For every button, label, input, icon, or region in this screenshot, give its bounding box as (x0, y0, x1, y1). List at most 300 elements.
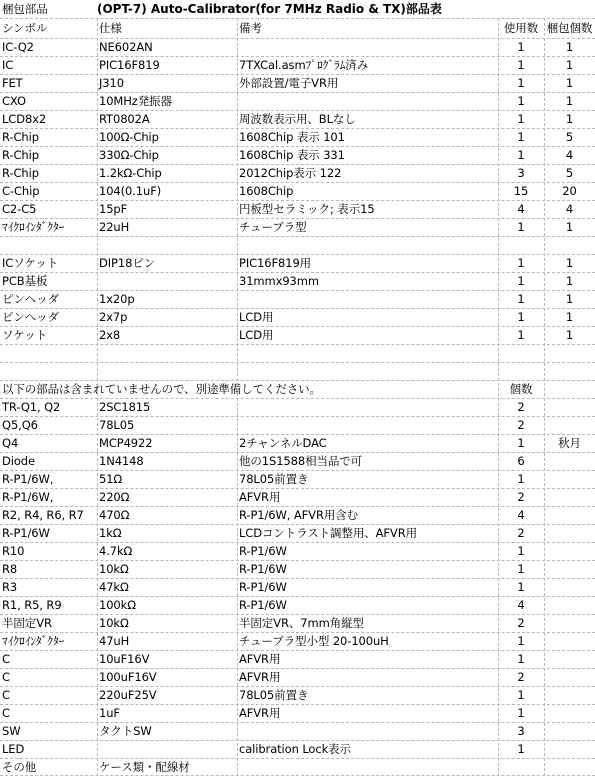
grid-hline (0, 326, 595, 327)
grid-hline (0, 758, 595, 759)
cell-qty: 4 (517, 507, 525, 522)
table-row (0, 722, 595, 740)
grid-hline (0, 578, 595, 579)
grid-hline (0, 128, 595, 129)
grid-hline (0, 290, 595, 291)
grid-hline (0, 380, 595, 381)
cell-spec: PIC16F819 (99, 57, 160, 72)
header-qty: 使用数 (503, 21, 539, 35)
cell-spec: DIP18ピン (99, 255, 156, 270)
cell-pkg: 1 (565, 93, 574, 108)
table-row (0, 326, 595, 344)
title-left: 梱包部品 (2, 2, 48, 16)
grid-hline (0, 668, 595, 669)
cell-note (237, 758, 498, 776)
cell-spec: 1uF (99, 705, 120, 720)
cell-qty: 1 (517, 435, 525, 450)
cell-pkg: 4 (565, 147, 574, 162)
cell-symbol: IC (2, 57, 14, 72)
cell-note: R-P1/6W (239, 561, 287, 576)
grid-hline (0, 542, 595, 543)
cell-symbol: R-Chip (2, 129, 39, 144)
table-row (0, 650, 595, 668)
header-note: 備考 (239, 21, 262, 35)
table-row (0, 182, 595, 200)
cell-symbol: PCB基板 (2, 273, 48, 288)
grid-hline (0, 308, 595, 309)
cell-note: R-P1/6W (239, 579, 287, 594)
cell-qty: 1 (517, 705, 525, 720)
cell-pkg (544, 542, 595, 560)
table-row (0, 344, 595, 362)
cell-symbol: その他 (2, 759, 37, 774)
cell-spec (97, 272, 237, 290)
table-row (0, 308, 595, 326)
grid-hline (0, 146, 595, 147)
cell-note (237, 344, 498, 362)
grid-hline (0, 92, 595, 93)
cell-pkg: 20 (562, 183, 577, 198)
cell-symbol: R8 (2, 561, 18, 576)
table-row (0, 254, 595, 272)
cell-pkg: 1 (565, 255, 574, 270)
cell-pkg: 1 (565, 57, 574, 72)
cell-qty: 4 (517, 201, 525, 216)
cell-qty: 6 (517, 453, 525, 468)
cell-note: AFVR用 (239, 669, 281, 684)
cell-qty: 個数 (509, 381, 533, 396)
grid-hline (0, 362, 595, 363)
table-row (0, 524, 595, 542)
cell-qty: 1 (517, 111, 525, 126)
cell-note: R-P1/6W (239, 543, 287, 558)
cell-pkg: 1 (565, 291, 574, 306)
table-row (0, 578, 595, 596)
grid-hline (0, 110, 595, 111)
cell-note (237, 290, 498, 308)
cell-spec (97, 344, 237, 362)
cell-spec: 1x20p (99, 291, 135, 306)
cell-spec: 15pF (99, 201, 128, 216)
cell-qty (498, 236, 544, 254)
grid-hline (0, 56, 595, 57)
cell-qty: 1 (517, 579, 525, 594)
cell-spec: 47kΩ (99, 579, 129, 594)
cell-pkg: 4 (565, 201, 574, 216)
cell-qty: 1 (517, 687, 525, 702)
cell-note: LCDコントラスト調整用、AFVR用 (239, 525, 417, 540)
grid-hline (0, 416, 595, 417)
cell-spec: 220Ω (99, 489, 130, 504)
cell-qty: 1 (517, 93, 525, 108)
cell-qty: 1 (517, 327, 525, 342)
cell-pkg (544, 614, 595, 632)
grid-hline (0, 164, 595, 165)
cell-symbol: C (2, 669, 10, 684)
cell-symbol: R3 (2, 579, 18, 594)
cell-symbol: IC-Q2 (2, 39, 34, 54)
title-row (0, 0, 595, 18)
cell-qty (498, 362, 544, 380)
grid-hline (0, 200, 595, 201)
table-row (0, 362, 595, 380)
table-row (0, 758, 595, 776)
table-row (0, 272, 595, 290)
table-row (0, 452, 595, 470)
cell-pkg: 1 (565, 273, 574, 288)
grid-hline (0, 74, 595, 75)
cell-pkg: 1 (565, 309, 574, 324)
cell-note (237, 236, 498, 254)
cell-qty: 2 (517, 417, 525, 432)
cell-qty: 1 (517, 471, 525, 486)
cell-pkg (544, 668, 595, 686)
grid-hline (0, 452, 595, 453)
cell-spec: 10kΩ (99, 615, 129, 630)
cell-spec (97, 740, 237, 758)
cell-qty: 1 (517, 255, 525, 270)
cell-spec: 220uF25V (99, 687, 157, 702)
cell-pkg (544, 704, 595, 722)
cell-note (237, 416, 498, 434)
cell-note: 7TXCal.asmﾌﾟﾛｸﾞﾗﾑ済み (239, 57, 369, 72)
cell-qty: 2 (517, 615, 525, 630)
cell-symbol: R10 (2, 543, 25, 558)
cell-qty: 1 (517, 57, 525, 72)
grid-hline (0, 272, 595, 273)
cell-symbol: C-Chip (2, 183, 40, 198)
cell-note: 半固定VR、7mm角縦型 (239, 615, 364, 630)
cell-spec: 51Ω (99, 471, 123, 486)
cell-note: 31mmx93mm (239, 273, 319, 288)
table-row (0, 470, 595, 488)
cell-note: 他の1S1588相当品で可 (239, 453, 363, 468)
cell-spec: 10MHz発振器 (99, 93, 172, 108)
cell-note: 2012Chip表示 122 (239, 165, 342, 180)
cell-symbol: Q4 (2, 435, 19, 450)
cell-spec: 10kΩ (99, 561, 129, 576)
cell-note: AFVR用 (239, 705, 281, 720)
cell-note (237, 398, 498, 416)
cell-spec: J310 (99, 75, 124, 90)
cell-qty: 2 (517, 525, 525, 540)
cell-symbol: R2, R4, R6, R7 (2, 507, 84, 522)
cell-pkg (544, 236, 595, 254)
table-row (0, 56, 595, 74)
cell-pkg (544, 524, 595, 542)
cell-qty: 1 (517, 273, 525, 288)
table-row (0, 398, 595, 416)
cell-pkg: 秋月 (558, 435, 581, 450)
grid-hline (0, 236, 595, 237)
cell-pkg (544, 470, 595, 488)
table-row (0, 236, 595, 254)
cell-pkg: 5 (565, 129, 574, 144)
cell-note: calibration Lock表示 (239, 741, 351, 756)
cell-spec: RT0802A (99, 111, 150, 126)
cell-spec (97, 362, 237, 380)
cell-note: PIC16F819用 (239, 255, 312, 270)
cell-note (237, 92, 498, 110)
grid-hline (0, 614, 595, 615)
cell-note: 周波数表示用、BLなし (239, 111, 356, 126)
grid-vline (544, 18, 545, 776)
cell-qty: 1 (517, 291, 525, 306)
cell-note: 2チャンネルDAC (239, 435, 327, 450)
table-row (0, 38, 595, 56)
cell-note: 外部設置/電子VR用 (239, 75, 339, 90)
cell-note (237, 362, 498, 380)
cell-pkg: 5 (565, 165, 574, 180)
cell-spec (97, 380, 237, 398)
cell-spec: 104(0.1uF) (99, 183, 162, 198)
table-row (0, 704, 595, 722)
cell-note: R-P1/6W, AFVR用含む (239, 507, 359, 522)
cell-note: LCD用 (239, 309, 274, 324)
cell-pkg (544, 722, 595, 740)
cell-symbol: R-Chip (2, 165, 39, 180)
cell-qty: 3 (517, 165, 525, 180)
grid-hline (0, 470, 595, 471)
cell-spec: 1.2kΩ-Chip (99, 165, 162, 180)
table-row (0, 92, 595, 110)
cell-note: LCD用 (239, 327, 274, 342)
cell-spec: 1N4148 (99, 453, 144, 468)
cell-symbol: FET (2, 75, 23, 90)
cell-spec: 330Ω-Chip (99, 147, 159, 162)
cell-symbol: C (2, 651, 10, 666)
cell-qty: 1 (517, 39, 525, 54)
grid-vline (237, 18, 238, 776)
cell-spec: 1kΩ (99, 525, 122, 540)
cell-note (237, 722, 498, 740)
grid-hline (0, 650, 595, 651)
cell-pkg (544, 362, 595, 380)
cell-symbol: ソケット (2, 327, 47, 342)
cell-note: 円板型セラミック; 表示15 (239, 201, 375, 216)
cell-symbol: 半固定VR (2, 615, 52, 630)
cell-qty: 1 (517, 561, 525, 576)
cell-spec: 100Ω-Chip (99, 129, 159, 144)
grid-hline (0, 722, 595, 723)
cell-qty (498, 758, 544, 776)
cell-pkg (544, 488, 595, 506)
grid-hline (0, 398, 595, 399)
cell-spec: 2x7p (99, 309, 128, 324)
cell-symbol: R-P1/6W, (2, 489, 54, 504)
grid-hline (0, 254, 595, 255)
table-row (0, 74, 595, 92)
grid-hline (0, 704, 595, 705)
table-row (0, 542, 595, 560)
grid-hline (0, 506, 595, 507)
cell-spec: NE602AN (99, 39, 153, 54)
table-row (0, 200, 595, 218)
cell-pkg: 1 (565, 75, 574, 90)
table-row (0, 686, 595, 704)
cell-pkg (544, 596, 595, 614)
cell-spec: 470Ω (99, 507, 130, 522)
cell-pkg: 1 (565, 111, 574, 126)
grid-hline (0, 560, 595, 561)
cell-symbol: TR-Q1, Q2 (2, 399, 61, 414)
cell-qty: 2 (517, 399, 525, 414)
cell-pkg (544, 398, 595, 416)
grid-hline (0, 740, 595, 741)
cell-note: チューブラ型小型 20-100uH (239, 633, 389, 648)
grid-hline (0, 18, 595, 19)
table-row (0, 668, 595, 686)
header-row (0, 19, 595, 37)
cell-symbol: CXO (2, 93, 26, 108)
cell-symbol: R-Chip (2, 147, 39, 162)
cell-qty: 1 (517, 651, 525, 666)
cell-pkg (544, 650, 595, 668)
grid-hline (0, 434, 595, 435)
cell-spec: 2x8 (99, 327, 121, 342)
grid-hline (0, 488, 595, 489)
cell-spec: 10uF16V (99, 651, 150, 666)
cell-spec: 22uH (99, 219, 130, 234)
table-row (0, 218, 595, 236)
table-row (0, 380, 595, 398)
table-row (0, 614, 595, 632)
cell-spec: MCP4922 (99, 435, 153, 450)
cell-note: 78L05前置き (239, 687, 309, 702)
table-row (0, 164, 595, 182)
cell-symbol: R1, R5, R9 (2, 597, 62, 612)
cell-symbol: ピンヘッダ (2, 309, 59, 324)
grid-hline (0, 524, 595, 525)
cell-pkg (544, 380, 595, 398)
sheet-title: (OPT-7) Auto-Calibrator(for 7MHz Radio & TX)部品表 (97, 2, 442, 16)
cell-note: 78L05前置き (239, 471, 309, 486)
grid-hline (0, 596, 595, 597)
cell-note (237, 38, 498, 56)
cell-symbol: ﾏｲｸﾛｲﾝﾀﾞｸﾀｰ (2, 219, 65, 234)
table-row (0, 416, 595, 434)
cell-qty: 1 (517, 219, 525, 234)
cell-note: AFVR用 (239, 489, 281, 504)
cell-symbol (0, 344, 97, 362)
cell-spec: 2SC1815 (99, 399, 151, 414)
cell-symbol: LED (2, 741, 25, 756)
cell-note: R-P1/6W (239, 597, 287, 612)
cell-pkg (544, 686, 595, 704)
cell-spec: 100uF16V (99, 669, 157, 684)
cell-qty: 2 (517, 489, 525, 504)
cell-symbol: C (2, 705, 10, 720)
table-row (0, 128, 595, 146)
table-row (0, 434, 595, 452)
grid-hline (0, 344, 595, 345)
cell-pkg (544, 560, 595, 578)
grid-hline (0, 686, 595, 687)
cell-qty: 1 (517, 543, 525, 558)
cell-spec: タクトSW (99, 723, 152, 738)
cell-symbol (0, 236, 97, 254)
table-row (0, 560, 595, 578)
cell-symbol: ﾏｲｸﾛｲﾝﾀﾞｸﾀｰ (2, 633, 65, 648)
header-symbol: シンボル (2, 21, 48, 35)
cell-symbol: 以下の部品は含まれていませんので、別途準備してください。 (2, 381, 321, 396)
cell-symbol: C2-C5 (2, 201, 37, 216)
cell-symbol: LCD8x2 (2, 111, 47, 126)
grid-hline (0, 38, 595, 39)
table-row (0, 632, 595, 650)
cell-note: 1608Chip (239, 183, 294, 198)
cell-spec: 78L05 (99, 417, 135, 432)
cell-symbol: R-P1/6W (2, 525, 50, 540)
cell-note: チューブラ型 (239, 219, 307, 234)
cell-qty: 1 (517, 129, 525, 144)
grid-hline (0, 182, 595, 183)
cell-spec: 47uH (99, 633, 130, 648)
table-row (0, 740, 595, 758)
cell-pkg (544, 740, 595, 758)
cell-spec: 100kΩ (99, 597, 136, 612)
cell-symbol: ピンヘッダ (2, 291, 59, 306)
table-row (0, 488, 595, 506)
header-pkg: 梱包個数 (546, 21, 593, 35)
cell-symbol (0, 362, 97, 380)
table-row (0, 146, 595, 164)
cell-pkg: 1 (565, 219, 574, 234)
cell-qty: 2 (517, 669, 525, 684)
cell-pkg (544, 578, 595, 596)
cell-spec: ケース類・配線材 (99, 759, 190, 774)
cell-symbol: Diode (2, 453, 35, 468)
cell-spec (97, 236, 237, 254)
grid-vline (498, 18, 499, 776)
grid-hline (0, 218, 595, 219)
cell-pkg (544, 452, 595, 470)
cell-qty: 1 (517, 147, 525, 162)
cell-note: 1608Chip 表示 331 (239, 147, 345, 162)
cell-pkg: 1 (565, 327, 574, 342)
table-row (0, 110, 595, 128)
cell-symbol: SW (2, 723, 21, 738)
header-spec: 仕様 (99, 21, 122, 35)
cell-note: AFVR用 (239, 651, 281, 666)
cell-qty (498, 344, 544, 362)
table-row (0, 506, 595, 524)
cell-symbol: ICソケット (2, 255, 59, 270)
cell-symbol: Q5,Q6 (2, 417, 38, 432)
cell-pkg (544, 344, 595, 362)
cell-qty: 1 (517, 75, 525, 90)
grid-hline (0, 632, 595, 633)
table-row (0, 290, 595, 308)
cell-note: 1608Chip 表示 101 (239, 129, 345, 144)
cell-qty: 1 (517, 309, 525, 324)
cell-qty: 3 (517, 723, 525, 738)
cell-pkg (544, 632, 595, 650)
table-row (0, 596, 595, 614)
cell-qty: 1 (517, 741, 525, 756)
cell-pkg (544, 758, 595, 776)
cell-note (237, 380, 498, 398)
cell-qty: 15 (513, 183, 529, 198)
cell-pkg (544, 506, 595, 524)
cell-pkg (544, 416, 595, 434)
cell-pkg: 1 (565, 39, 574, 54)
grid-vline (97, 18, 98, 776)
cell-symbol: C (2, 687, 10, 702)
cell-spec: 4.7kΩ (99, 543, 133, 558)
cell-qty: 4 (517, 597, 525, 612)
cell-symbol: R-P1/6W, (2, 471, 54, 486)
